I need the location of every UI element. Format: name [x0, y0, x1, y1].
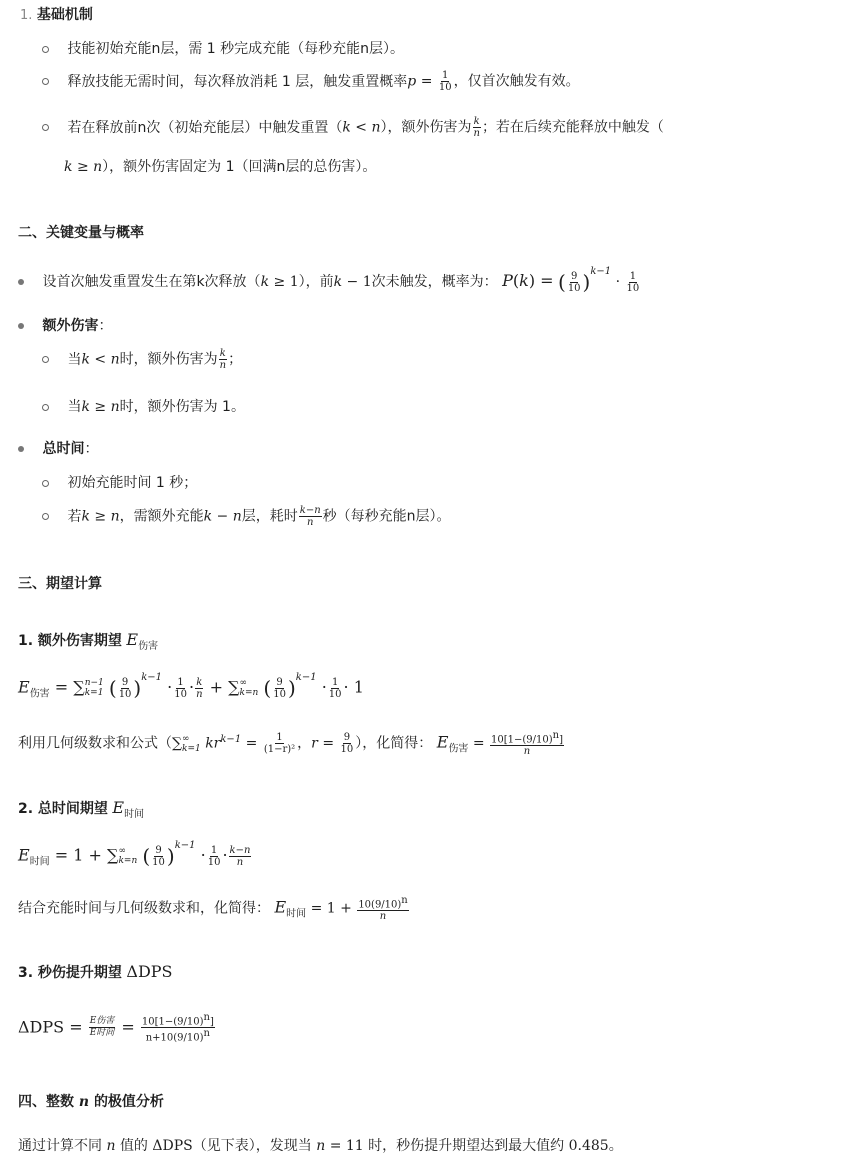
prob-text-mid: ），前	[298, 274, 334, 290]
note-text: 结合充能时间与几何级数求和，化简得：	[18, 900, 270, 917]
subheading-text: 2. 总时间期望	[18, 801, 108, 817]
bullet-icon	[18, 279, 24, 285]
cond-text: 当	[67, 399, 82, 415]
bullet-text-mid: ），额外伤害为	[380, 119, 472, 136]
note-text-mid: ），化简得：	[355, 735, 433, 752]
prob-text-mid2: 次未触发，概率为：	[371, 274, 498, 290]
max-value: 0.485	[568, 1138, 609, 1154]
subheading-text: 3. 秒伤提升期望	[18, 965, 122, 981]
dps-symbol: ΔDPS	[126, 962, 173, 981]
conclusion-text: 通过计算不同 n 值的 ΔDPS（见下表），发现当 n = 11 时，秒伤提升期望达到最大值约 0.485。	[18, 1138, 623, 1154]
list-item: 设首次触发重置发生在第k次释放（k ≥ 1），前k − 1次未触发，概率为： P(k) = ( $\frac{9}{10}$ )$^{k-1}$ · $\frac{1}{10}$	[18, 270, 641, 294]
subscript: 伤害	[138, 640, 159, 652]
list-number: 1.	[20, 8, 33, 23]
bullet-icon	[42, 356, 49, 363]
total-time-title: 总时间	[42, 441, 85, 457]
cond-text-post: 时，额外伤害为	[119, 351, 218, 368]
subheading-1: 1. 额外伤害期望 $E_{伤害}$	[18, 630, 159, 652]
conclusion-mid: 值的	[119, 1138, 148, 1154]
subscript: 时间	[29, 856, 50, 868]
bullet-icon	[18, 446, 24, 452]
formula-dps: ΔDPS = $\frac{\text{E伤害}}{\text{E时间}}$ = $\frac{10[1-(9/10)^n]}{n+10(9/10)^n}$	[18, 1012, 214, 1044]
list-item	[42, 472, 197, 492]
time-text: 初始充能时间 1 秒；	[67, 475, 198, 491]
section4-title-pre: 四、整数	[18, 1094, 74, 1110]
subscript: 伤害	[448, 743, 469, 755]
bullet-icon	[42, 46, 49, 53]
conclusion-mid3: 时，秒伤提升期望达到最大值约	[368, 1138, 565, 1154]
formula-time-note: 结合充能时间与几何级数求和，化简得： $E_{时间} = 1$ + $\frac{10(9/10)^n}{n}$	[18, 895, 408, 923]
list-item	[42, 38, 404, 58]
dps-symbol: ΔDPS	[18, 1017, 65, 1037]
colon: ：	[98, 318, 113, 334]
conclusion-pre: 通过计算不同	[18, 1138, 102, 1154]
bullet-icon	[18, 323, 24, 329]
bullet-icon	[42, 513, 49, 520]
list-item: 当k < n时，额外伤害为 $\frac{k}{n}$ ；	[42, 348, 242, 371]
bullet-icon	[42, 78, 49, 85]
section3-title: 三、期望计算	[18, 576, 102, 592]
conclusion-mid2: （见下表），发现当	[192, 1138, 312, 1154]
section2-title: 二、关键变量与概率	[18, 225, 144, 241]
list-item: 若k ≥ n，需额外充能k − n层，耗时 $\frac{k-n}{n}$ 秒（每秒充能n层）。	[42, 505, 451, 528]
cond-text-end: ；	[228, 351, 243, 368]
note-text: 利用几何级数求和公式（	[18, 735, 172, 752]
bullet-icon	[42, 124, 49, 131]
subscript: 时间	[124, 808, 145, 820]
extra-damage-title: 额外伤害	[42, 318, 99, 334]
bullet-text-line2: ），额外伤害固定为 1（回满n层的总伤害）。	[102, 159, 377, 175]
subscript: 时间	[286, 908, 307, 920]
bullet-text-end: ，仅首次触发有效。	[453, 73, 580, 90]
cond-text: 当	[67, 351, 82, 368]
list-item: 若在释放前n次（初始充能层）中触发重置（k < n），额外伤害为 $\frac{k}{n}$ ；若在后续充能释放中触发（	[42, 116, 664, 139]
dps-symbol: ΔDPS	[152, 1138, 193, 1154]
bullet-icon	[42, 404, 49, 411]
section1-title: 基础机制	[36, 7, 93, 23]
formula-damage-note: 利用几何级数求和公式（∑ ∞ k=1 $kr^{k-1}$ = $\frac{1}{\text{(1−r)²}}$ ，r = $\frac{9}{10}$ ），化简得： $E_{伤害}$ = $\frac{10[1-(9/10)^n]}{n}$	[18, 730, 564, 758]
list-item-continuation: k ≥ n），额外伤害固定为 1（回满n层的总伤害）。	[64, 159, 377, 175]
section4-title-post: 的极值分析	[93, 1094, 164, 1110]
section1-heading	[20, 4, 93, 24]
bullet-text: 若在释放前n次（初始充能层）中触发重置（	[67, 119, 343, 136]
section4-title: 四、整数 n 的极值分析	[18, 1094, 164, 1110]
time-text-mid2: 层，耗时	[241, 508, 298, 525]
colon: ：	[84, 441, 99, 457]
bullet-icon	[42, 480, 49, 487]
conclusion-end: 。	[608, 1138, 623, 1154]
list-item	[18, 315, 112, 335]
formula-damage: $E_{伤害}$ = ∑ n−1 k=1 ( $\frac{9}{10}$ )$^{k-1}$ · $\frac{1}{10}$ · $\frac{k}{n}$ + ∑ ∞ k=n ( $\frac{9}{10}$ )$^{k-1}$ · $\frac{1}{10}$ · 1	[18, 672, 364, 700]
subscript: 伤害	[29, 688, 50, 700]
time-text: 若	[67, 508, 82, 525]
bullet-text-post: ；若在后续充能释放中触发（	[481, 119, 664, 136]
subheading-2: 2. 总时间期望 $E_{时间}$	[18, 798, 145, 820]
list-item: 当k ≥ n时，额外伤害为 1。	[42, 396, 245, 416]
time-text-post: 秒（每秒充能n层）。	[322, 508, 451, 525]
prob-text: 设首次触发重置发生在第k次释放（	[42, 274, 261, 290]
subheading-3	[18, 962, 173, 982]
list-item	[18, 438, 98, 458]
time-text-mid: ，需额外充能	[119, 508, 204, 525]
list-item: 释放技能无需时间，每次释放消耗 1 层，触发重置概率p = $\frac{1}{10}$ ，仅首次触发有效。	[42, 70, 580, 93]
bullet-text: 释放技能无需时间，每次释放消耗 1 层，触发重置概率	[67, 73, 408, 90]
formula-time: $E_{时间} = 1$ + ∑ ∞ k=n ( $\frac{9}{10}$ )$^{k-1}$ · $\frac{1}{10}$ · $\frac{k-n}{n}$	[18, 840, 251, 868]
cond-text-post: 时，额外伤害为 1。	[119, 399, 245, 415]
bullet-text: 技能初始充能n层，需 1 秒完成充能（每秒充能n层）。	[67, 41, 405, 57]
subheading-text: 1. 额外伤害期望	[18, 633, 122, 649]
